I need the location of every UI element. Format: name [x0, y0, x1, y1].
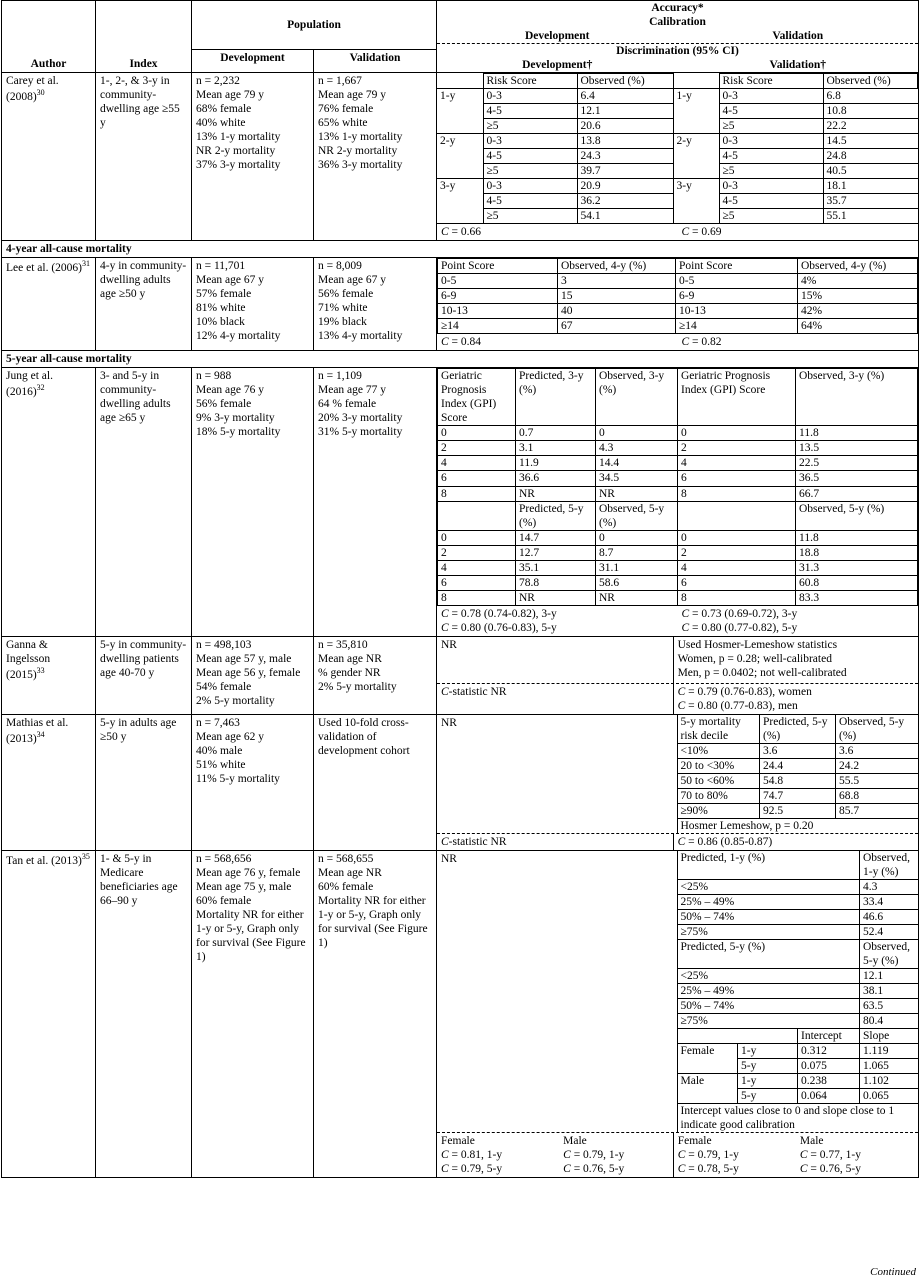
pop-val-cell	[314, 258, 437, 351]
population-line: Mean age 62 y	[196, 730, 265, 743]
gpi-row: 8 NR NR 8 83.3	[438, 590, 918, 605]
population-line: 11% 5-y mortality	[196, 772, 280, 785]
gpi-header: Geriatric Prognosis Index (GPI) Score	[678, 369, 796, 426]
header-author: Author	[2, 1, 96, 73]
observed-header: Observed, 5-y (%)	[836, 715, 919, 744]
population-line: 2% 5-y mortality	[196, 694, 275, 707]
gpi-row: 0 0.7 0 0 11.8	[438, 426, 918, 441]
risk-row: 4-5 12.1 4-5 10.8	[437, 104, 918, 119]
observed-header: Observed (%)	[823, 74, 918, 89]
population-line: n = 2,232	[196, 75, 240, 88]
index-cell: 5-y in community-dwelling patients age 40-70 y	[96, 636, 192, 714]
table-row-jung	[2, 368, 919, 636]
population-line: Mean age 57 y, male	[196, 652, 292, 665]
pop-dev-cell	[192, 636, 314, 714]
evidence-table	[1, 0, 919, 1178]
population-line: Women, p = 0.28; well-calibrated	[677, 652, 832, 665]
sex-label: Female	[678, 1044, 738, 1074]
observed-3y-header: Observed, 3-y (%)	[596, 369, 678, 426]
pop-dev-cell	[192, 258, 314, 351]
population-line: Mean age 76 y	[196, 384, 265, 397]
population-line: 81% white	[196, 302, 246, 315]
header-cal-val: Validation	[772, 30, 824, 43]
accuracy-cell: Geriatric Prognosis Index (GPI) Score Predicted, 3-y (%) Observed, 3-y (%) Geriatric Prognosis Index (GPI) Score Observed, 3-y (%) 0 0.7 0 0 11.8 2 3.1 4.3 2 13.5 4 11.9 14.4 4 22.5 6 36.6 34.5 6 36.5 8 NR NR 8 66.7 Predicted, 5-y (%) Observed, 5-y (%) Observed, 5-y (%) 0 14.7 0 0 11.8 2 12.7 8.7 2 18.8 4 35.1 31.1 4 31.3 6 78.8 58.6 6 60.8 8 NR NR 8 83.3 C = 0.78 (0.74-0.82), 3-y C = 0.80 (0.76-0.83), 5-y C = 0.73 (0.69-0.72), 3-y C = 0.80 (0.77-0.82), 5-y	[437, 368, 919, 636]
population-line: n = 8,009	[318, 260, 362, 273]
gpi-row: 6 36.6 34.5 6 36.5	[438, 471, 918, 486]
cal-dev-nr: NR	[437, 715, 678, 833]
population-line: n = 35,810	[318, 638, 368, 651]
observed-5y-header: Observed, 5-y (%)	[796, 501, 918, 530]
accuracy-cell: NR Used Hosmer-Lemeshow statistics Women, p = 0.28; well-calibrated Men, p = 0.0402; not well-calibrated C-statistic NR C = 0.79 (0.76-0.83), women C = 0.80 (0.77-0.83), men	[437, 636, 919, 714]
observed-header: Observed, 4-y (%)	[798, 259, 918, 274]
hosmer-lemeshow: Hosmer Lemeshow, p = 0.20	[678, 818, 919, 833]
risk-score-header: Risk Score	[719, 74, 823, 89]
population-line: n = 988	[196, 370, 232, 383]
decile-header: 5-y mortality risk decile	[678, 715, 760, 744]
index-cell: 1- & 5-y in Medicare beneficiaries age 66–90 y	[96, 850, 192, 1177]
population-line: 12% 4-y mortality	[196, 330, 281, 343]
continued-label: Continued	[870, 1266, 916, 1278]
population-line: 68% female	[196, 103, 252, 116]
index-cell: 1-, 2-, & 3-y in community-dwelling age ≥55 y	[96, 73, 192, 241]
population-line: n = 568,655	[318, 852, 374, 865]
pop-val-cell	[314, 850, 437, 1177]
observed-1y-header: Observed, 1-y (%)	[860, 851, 919, 880]
population-line: Mean age 75 y, male	[196, 880, 292, 893]
risk-row: ≥5 54.1 ≥5 55.1	[437, 209, 918, 224]
c-statistic-val: = 0.79 (0.76-0.83), women	[688, 685, 812, 698]
gpi-row: 4 11.9 14.4 4 22.5	[438, 456, 918, 471]
section-heading-4y: 4-year all-cause mortality	[2, 241, 919, 258]
c-statistic-val: = 0.86 (0.85-0.87)	[688, 835, 773, 848]
accuracy-cell: Risk Score Observed (%) Risk Score Observed (%) 1-y 0-3 6.4 1-y 0-3 6.8 4-5 12.1 4-5 10.8 ≥5 20.6 ≥5 22.2 2-y 0-3 13.8 2-y 0-3 14.5 4-5 24.3 4-5 24.8 ≥5 39.7 ≥5 40.5 3-y 0-3 20.9 3-y 0-3 18.1 4-5 36.2 4-5 35.7 ≥5 54.1 ≥5 55.1 C = 0.66 C = 0.69	[437, 73, 919, 241]
population-line: 13% 1-y mortality	[318, 131, 403, 144]
risk-row: 4-5 24.3 4-5 24.8	[437, 149, 918, 164]
c-statistic-val: = 0.69	[692, 226, 722, 239]
intercept-header: Intercept	[798, 1029, 860, 1044]
population-line: Mortality NR for either 1-y or 5-y, Graph only for survival (See Figure 1)	[318, 894, 428, 949]
gpi-row: 8 NR NR 8 66.7	[438, 486, 918, 501]
author-cell: Carey et al. $(2008)^{30}$	[2, 73, 96, 241]
population-line: 2% 5-y mortality	[318, 680, 397, 693]
population-line: 36% 3-y mortality	[318, 159, 403, 172]
tan-row: <25% 4.3	[678, 879, 919, 894]
population-line: Mortality NR for either 1-y or 5-y, Graph only for survival (See Figure 1)	[196, 908, 306, 963]
mathias-decile-table	[678, 715, 919, 833]
point-row: ≥14 67 ≥14 64%	[438, 319, 918, 334]
c-statistic-val: = 0.73 (0.69-0.72), 3-y	[692, 607, 798, 620]
predicted-header: Predicted, 5-y (%)	[760, 715, 836, 744]
pop-val-cell	[314, 368, 437, 636]
index-cell: 4-y in community-dwelling adults age ≥50 y	[96, 258, 192, 351]
header-pop-development: Development	[192, 50, 314, 73]
header-accuracy-block	[437, 1, 919, 73]
pop-dev-cell	[192, 73, 314, 241]
population-line: 13% 4-y mortality	[318, 330, 403, 343]
population-line: NR 2-y mortality	[318, 145, 398, 158]
population-line: Mean age 79 y	[196, 89, 265, 102]
pop-dev-cell	[192, 714, 314, 850]
population-line: 20% 3-y mortality	[318, 412, 403, 425]
evidence-table-page	[1, 0, 918, 1178]
population-line: 60% female	[196, 894, 252, 907]
section-heading-5y: 5-year all-cause mortality	[2, 351, 919, 368]
risk-row: 1-y 0-3 6.4 1-y 0-3 6.8	[437, 89, 918, 104]
observed-3y-header: Observed, 3-y (%)	[796, 369, 918, 426]
cal-dev-nr: NR	[437, 637, 674, 683]
author-cell: Mathias et al. $(2013)^{34}$	[2, 714, 96, 850]
population-line: 54% female	[196, 680, 252, 693]
population-line: Men, p = 0.0402; not well-calibrated	[677, 666, 847, 679]
header-calibration: Calibration	[649, 16, 706, 29]
population-line: Mean age 67 y	[196, 274, 265, 287]
population-line: Mean age NR	[318, 866, 382, 879]
population-line: NR 2-y mortality	[196, 145, 276, 158]
observed-5y-header: Observed, 5-y (%)	[596, 501, 678, 530]
population-line: Mean age 56 y, female	[196, 666, 301, 679]
tan-row: 50% – 74% 46.6	[678, 909, 919, 924]
header-cal-dev: Development	[524, 30, 590, 43]
lee-point-table	[437, 258, 918, 334]
point-score-header: Point Score	[676, 259, 798, 274]
predicted-3y-header: Predicted, 3-y (%)	[516, 369, 596, 426]
risk-score-header: Risk Score	[483, 74, 577, 89]
accuracy-cell: NR 5-y mortality risk decile Predicted, 5-y (%) Observed, 5-y (%) <10% 3.6 3.6 20 to <30% 24.4 24.2 50 to <60% 54.8 55.5 70 to 80% 74.7 68.8 ≥90% 92.5 85.7 Hosmer Lemeshow, p = 0.20 C-statistic NR C = 0.86 (0.85-0.87)	[437, 714, 919, 850]
population-line: Used Hosmer-Lemeshow statistics	[677, 638, 838, 651]
header-index: Index	[96, 1, 192, 73]
c-statistic-dev: = 0.80 (0.76-0.83), 5-y	[451, 621, 557, 634]
population-line: Mean age 67 y	[318, 274, 387, 287]
population-line: n = 1,667	[318, 75, 362, 88]
slope-header: Slope	[860, 1029, 919, 1044]
point-row: 0-5 3 0-5 4%	[438, 274, 918, 289]
tan-row: 25% – 49% 33.4	[678, 894, 919, 909]
gpi-row: 2 3.1 4.3 2 13.5	[438, 441, 918, 456]
population-line: 56% female	[196, 398, 252, 411]
index-cell: 3- and 5-y in community-dwelling adults age ≥65 y	[96, 368, 192, 636]
cal-dev-nr: NR	[437, 851, 678, 1132]
risk-row: ≥5 39.7 ≥5 40.5	[437, 164, 918, 179]
point-row: 6-9 15 6-9 15%	[438, 289, 918, 304]
observed-header: Observed, 4-y (%)	[558, 259, 676, 274]
population-line: n = 568,656	[196, 852, 252, 865]
header-disc-val: Validation†	[769, 59, 826, 72]
header-pop-validation: Validation	[314, 50, 437, 73]
predicted-1y-header: Predicted, 1-y (%)	[678, 851, 860, 880]
c-statistic-val: = 0.82	[692, 336, 722, 349]
table-row-carey	[2, 73, 919, 241]
pop-dev-cell	[192, 368, 314, 636]
predicted-5y-header: Predicted, 5-y (%)	[516, 501, 596, 530]
table-row-ganna	[2, 636, 919, 714]
index-cell: 5-y in adults age ≥50 y	[96, 714, 192, 850]
header-discrimination: Discrimination (95% CI)	[616, 45, 739, 58]
observed-header: Observed (%)	[577, 74, 673, 89]
population-line: 37% 3-y mortality	[196, 159, 281, 172]
decile-row: ≥90% 92.5 85.7	[678, 803, 919, 818]
table-row-mathias	[2, 714, 919, 850]
observed-5y-header: Observed, 5-y (%)	[860, 939, 919, 968]
c-statistic-dev: -statistic NR	[448, 685, 507, 698]
risk-row: 3-y 0-3 20.9 3-y 0-3 18.1	[437, 179, 918, 194]
c-statistic-dev: -statistic NR	[448, 835, 507, 848]
pop-val-cell: Used 10-fold cross-validation of development cohort	[314, 714, 437, 850]
pop-dev-cell	[192, 850, 314, 1177]
population-line: 65% white	[318, 117, 368, 130]
risk-row: 4-5 36.2 4-5 35.7	[437, 194, 918, 209]
population-line: 13% 1-y mortality	[196, 131, 281, 144]
population-line: Mean age 76 y, female	[196, 866, 301, 879]
decile-row: <10% 3.6 3.6	[678, 743, 919, 758]
pop-val-cell	[314, 73, 437, 241]
gpi-header: Geriatric Prognosis Index (GPI) Score	[438, 369, 516, 426]
decile-row: 70 to 80% 74.7 68.8	[678, 788, 919, 803]
tan-calibration-table: Predicted, 1-y (%) Observed, 1-y (%) <25% 4.3 25% – 49% 33.4 50% – 74% 46.6 ≥75% 52.4 Predicted, 5-y (%) Observed, 5-y (%) <25% 12.1 25% – 49% 38.1 50% – 74% 63.5 ≥75% 80.4 Intercept Slope Female 1-y 0.312 1.119 5-y 0.075 1.065 Male 1-y 0.238 1.102 5-y 0.064 0.065 Intercept values close to 0 and slope close to 1 indicate good calibration	[678, 851, 919, 1132]
author-cell: Ganna & Ingelsson $(2015)^{33}$	[2, 636, 96, 714]
author-cell: Lee et al. $(2006)^{31}$	[2, 258, 96, 351]
population-line: Mean age NR	[318, 652, 382, 665]
point-score-header: Point Score	[438, 259, 558, 274]
population-line: 9% 3-y mortality	[196, 412, 275, 425]
author-cell: Jung et al. $(2016)^{32}$	[2, 368, 96, 636]
calibration-note: Intercept values close to 0 and slope close to 1 indicate good calibration	[678, 1104, 919, 1133]
c-statistic-val: = 0.80 (0.77-0.83), men	[688, 699, 798, 712]
table-row-lee	[2, 258, 919, 351]
population-line: 10% black	[196, 316, 245, 329]
decile-row: 50 to <60% 54.8 55.5	[678, 773, 919, 788]
population-line: 71% white	[318, 302, 368, 315]
gpi-row: 0 14.7 0 0 11.8	[438, 530, 918, 545]
pop-val-cell	[314, 636, 437, 714]
population-line: 57% female	[196, 288, 252, 301]
population-line: 19% black	[318, 316, 367, 329]
gpi-row: 2 12.7 8.7 2 18.8	[438, 545, 918, 560]
accuracy-cell: Point Score Observed, 4-y (%) Point Score Observed, 4-y (%) 0-5 3 0-5 4% 6-9 15 6-9 15% 10-13 40 10-13 42% ≥14 67 ≥14 64% C = 0.84 C = 0.82	[437, 258, 919, 351]
tan-row: 25% – 49% 38.1	[678, 983, 919, 998]
table-row-tan	[2, 850, 919, 1177]
c-statistic-dev: = 0.66	[451, 226, 482, 239]
predicted-5y-header: Predicted, 5-y (%)	[678, 939, 860, 968]
population-line: 60% female	[318, 880, 374, 893]
header-disc-dev: Development†	[522, 59, 593, 72]
tan-row: ≥75% 80.4	[678, 1014, 919, 1029]
header-population: Population	[192, 1, 437, 50]
tan-row: 50% – 74% 63.5	[678, 998, 919, 1013]
jung-gpi-table	[437, 368, 918, 605]
population-line: 76% female	[318, 103, 374, 116]
population-line: 56% female	[318, 288, 374, 301]
gpi-row: 6 78.8 58.6 6 60.8	[438, 575, 918, 590]
sex-label: Male	[678, 1074, 738, 1104]
accuracy-cell: NR Predicted, 1-y (%) Observed, 1-y (%) <25% 4.3 25% – 49% 33.4 50% – 74% 46.6 ≥75% 52.4 Predicted, 5-y (%) Observed, 5-y (%) <25% 12.1 25% – 49% 38.1 50% – 74% 63.5 ≥75% 80.4 Intercept Slope Female 1-y 0.312 1.119 5-y 0.075 1.065 Male 1-y 0.238 1.102 5-y 0.064 0.065 Intercept values close to 0 and slope close to 1 indicate good calibration Female C = 0.81, 1-y C = 0.79, 5-y Male C = 0.79, 1-y C = 0.76, 5-y Female C = 0.79, 1-y C = 0.78, 5-y Male C = 0.77, 1-y C = 0.76, 5-y	[437, 850, 919, 1177]
population-line: n = 7,463	[196, 716, 240, 729]
population-line: 18% 5-y mortality	[196, 426, 281, 439]
population-line: Mean age 79 y	[318, 89, 387, 102]
population-line: n = 11,701	[196, 260, 246, 273]
c-statistic-dev: = 0.78 (0.74-0.82), 3-y	[451, 607, 557, 620]
point-row: 10-13 40 10-13 42%	[438, 304, 918, 319]
population-line: 40% white	[196, 117, 246, 130]
tan-row: ≥75% 52.4	[678, 924, 919, 939]
population-line: Mean age 77 y	[318, 384, 387, 397]
population-line: 31% 5-y mortality	[318, 426, 403, 439]
population-line: n = 1,109	[318, 370, 362, 383]
population-line: 51% white	[196, 758, 246, 771]
risk-row: ≥5 20.6 ≥5 22.2	[437, 119, 918, 134]
author-cell: Tan et al. $(2013)^{35}$	[2, 850, 96, 1177]
c-statistic-val: = 0.80 (0.77-0.82), 5-y	[692, 621, 798, 634]
tan-row: <25% 12.1	[678, 968, 919, 983]
gpi-row: 4 35.1 31.1 4 31.3	[438, 560, 918, 575]
population-line: 40% male	[196, 744, 243, 757]
risk-row: 2-y 0-3 13.8 2-y 0-3 14.5	[437, 134, 918, 149]
header-accuracy: Accuracy*	[651, 2, 704, 14]
decile-row: 20 to <30% 24.4 24.2	[678, 758, 919, 773]
population-line: n = 498,103	[196, 638, 252, 651]
population-line: % gender NR	[318, 666, 381, 679]
carey-risk-table	[437, 73, 918, 224]
c-statistic-dev: = 0.84	[451, 336, 482, 349]
population-line: 64 % female	[318, 398, 377, 411]
